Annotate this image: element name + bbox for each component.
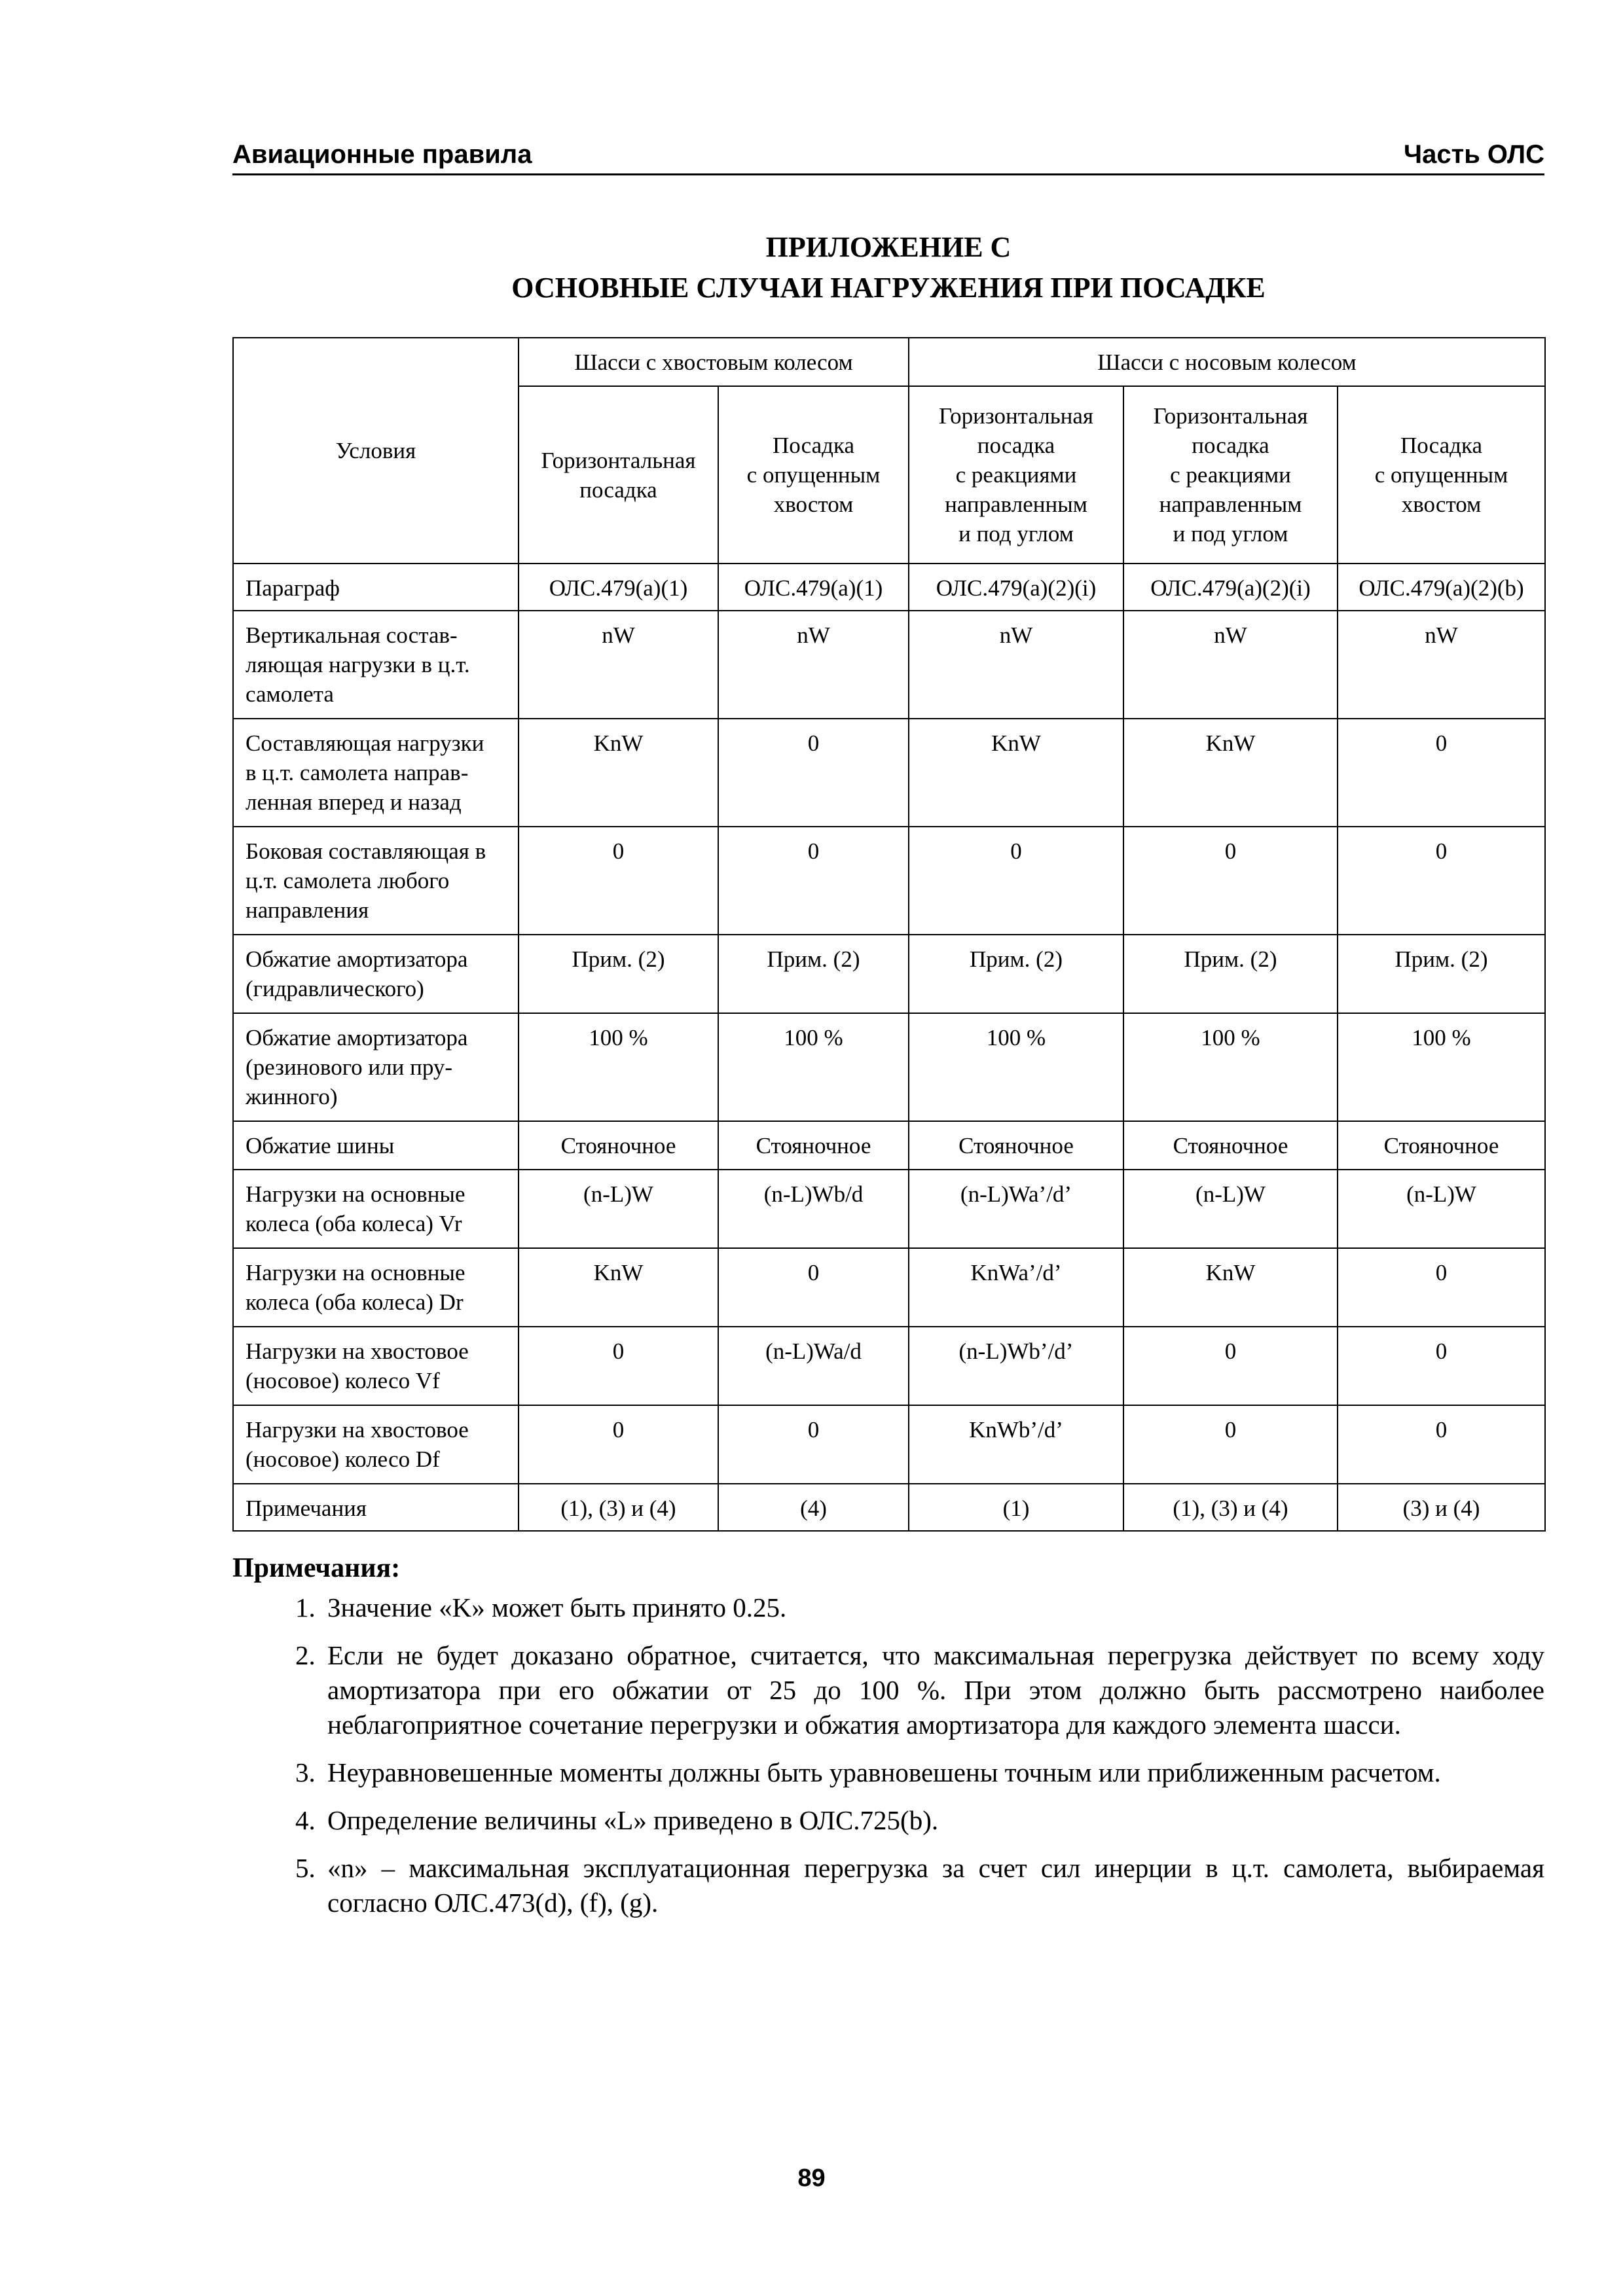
table-cell: 0 (1123, 1405, 1338, 1484)
table-row (233, 1327, 1545, 1405)
note-text: Определение величины «L» приведено в ОЛС.725(b). (327, 1805, 939, 1835)
table-row (233, 1121, 1545, 1170)
table-row (233, 935, 1545, 1013)
table-cell: nW (1123, 611, 1338, 719)
group-header-tailwheel: Шасси с хвостовым колесом (519, 338, 909, 386)
row-label: Параграф (233, 564, 519, 611)
table-cell: KnWa’/d’ (909, 1248, 1123, 1327)
table-cell: (n-L)W (1338, 1170, 1545, 1248)
table-cell: Прим. (2) (718, 935, 909, 1013)
table-cell: Стояночное (1338, 1121, 1545, 1170)
table-cell: 100 % (1123, 1013, 1338, 1121)
table-cell: (n-L)Wb’/d’ (909, 1327, 1123, 1405)
table-cell: (n-L)Wa’/d’ (909, 1170, 1123, 1248)
column-header: Горизонтальная посадка с реакциями направленным и под углом (1123, 386, 1338, 564)
running-header-left: Авиационные правила (232, 140, 532, 169)
table-cell: KnW (909, 719, 1123, 827)
table-cell: (n-L)W (1123, 1170, 1338, 1248)
table-cell: Стояночное (909, 1121, 1123, 1170)
row-label: Нагрузки на хвостовое (носовое) колесо Vf (233, 1327, 519, 1405)
table-cell: 100 % (519, 1013, 718, 1121)
table-row (233, 1405, 1545, 1484)
table-row (233, 611, 1545, 719)
table-cell: (n-L)Wb/d (718, 1170, 909, 1248)
table-cell: KnWb’/d’ (909, 1405, 1123, 1484)
column-header: Посадка с опущенным хвостом (718, 386, 909, 564)
table-cell: 0 (519, 1405, 718, 1484)
row-label: Обжатие амортизатора (резинового или пру- жинного) (233, 1013, 519, 1121)
notes-list (232, 1590, 1544, 1933)
row-label: Боковая составляющая в ц.т. самолета любого направления (233, 827, 519, 935)
table-cell: 0 (519, 1327, 718, 1405)
note-text: Неуравновешенные моменты должны быть уравновешены точным или приближенным расчетом. (327, 1757, 1441, 1787)
table-cell: 0 (1123, 827, 1338, 935)
table-cell: ОЛС.479(a)(1) (519, 564, 718, 611)
table-cell: (n-L)Wa/d (718, 1327, 909, 1405)
table-cell: Прим. (2) (519, 935, 718, 1013)
landing-loads-table (232, 337, 1546, 1532)
table-cell: ОЛС.479(a)(2)(i) (1123, 564, 1338, 611)
table-cell: ОЛС.479(a)(2)(b) (1338, 564, 1545, 611)
page-number: 89 (797, 2164, 826, 2192)
table-cell: 0 (1338, 1248, 1545, 1327)
note-number: 3. (295, 1757, 316, 1787)
row-label: Нагрузки на хвостовое (носовое) колесо Df (233, 1405, 519, 1484)
table-cell: KnW (519, 719, 718, 827)
list-item (232, 1638, 1544, 1742)
running-header-right: Часть ОЛС (1404, 140, 1544, 169)
list-item (232, 1851, 1544, 1920)
row-label: Обжатие шины (233, 1121, 519, 1170)
table-cell: ОЛС.479(a)(1) (718, 564, 909, 611)
list-item (232, 1590, 1544, 1625)
group-header-nosewheel: Шасси с носовым колесом (909, 338, 1545, 386)
table-cell: Прим. (2) (1338, 935, 1545, 1013)
table-cell: Стояночное (718, 1121, 909, 1170)
table-row (233, 564, 1545, 611)
table-cell: Прим. (2) (1123, 935, 1338, 1013)
table-cell: Прим. (2) (909, 935, 1123, 1013)
table-cell: 100 % (718, 1013, 909, 1121)
table-cell: Стояночное (1123, 1121, 1338, 1170)
table-row (233, 1484, 1545, 1531)
table-cell: (1), (3) и (4) (519, 1484, 718, 1531)
list-item (232, 1755, 1544, 1790)
table-cell: nW (718, 611, 909, 719)
table-row (233, 719, 1545, 827)
table-cell: nW (909, 611, 1123, 719)
table-cell: 100 % (909, 1013, 1123, 1121)
note-number: 4. (295, 1805, 316, 1835)
note-text: Если не будет доказано обратное, считается, что максимальная перегрузка действует по всему ходу амортизатора при его обжатии от 25 до 100 %. При этом должно быть рассмотрено наиболее неблагоприятное сочетание перегрузки и обжатия амортизатора для каждого элемента шасси. (327, 1640, 1544, 1740)
table-cell: 0 (1123, 1327, 1338, 1405)
list-item (232, 1803, 1544, 1838)
table-cell: (4) (718, 1484, 909, 1531)
appendix-title: ПРИЛОЖЕНИЕ С (765, 231, 1012, 263)
row-label: Примечания (233, 1484, 519, 1531)
table-cell: nW (1338, 611, 1545, 719)
table-cell: KnW (1123, 719, 1338, 827)
note-text: «n» – максимальная эксплуатационная перегрузка за счет сил инерции в ц.т. самолета, выбираемая согласно ОЛС.473(d), (f), (g). (327, 1853, 1544, 1918)
row-label: Обжатие амортизатора (гидравлического) (233, 935, 519, 1013)
note-number: 1. (295, 1592, 316, 1623)
conditions-header: Условия (233, 338, 519, 564)
note-number: 5. (295, 1853, 316, 1883)
table-cell: 0 (718, 1248, 909, 1327)
table-row (233, 1013, 1545, 1121)
row-label: Нагрузки на основные колеса (оба колеса) Dr (233, 1248, 519, 1327)
table-cell: ОЛС.479(a)(2)(i) (909, 564, 1123, 611)
table-row (233, 1248, 1545, 1327)
table-cell: (3) и (4) (1338, 1484, 1545, 1531)
column-header: Горизонтальная посадка с реакциями направленным и под углом (909, 386, 1123, 564)
appendix-subtitle: ОСНОВНЫЕ СЛУЧАИ НАГРУЖЕНИЯ ПРИ ПОСАДКЕ (511, 272, 1266, 304)
table-row (233, 827, 1545, 935)
table-cell: 0 (718, 827, 909, 935)
header-rule (232, 173, 1544, 175)
column-header: Горизонтальная посадка (519, 386, 718, 564)
table-cell: KnW (519, 1248, 718, 1327)
table-cell: 0 (519, 827, 718, 935)
notes-heading: Примечания: (232, 1553, 401, 1583)
table-cell: nW (519, 611, 718, 719)
table-cell: Стояночное (519, 1121, 718, 1170)
table-cell: (1) (909, 1484, 1123, 1531)
row-label: Составляющая нагрузки в ц.т. самолета направ- ленная вперед и назад (233, 719, 519, 827)
table-cell: 0 (1338, 1405, 1545, 1484)
table-cell: 0 (909, 827, 1123, 935)
table-cell: 0 (718, 719, 909, 827)
table-cell: 0 (1338, 827, 1545, 935)
table-cell: 0 (1338, 719, 1545, 827)
row-label: Вертикальная состав- ляющая нагрузки в ц.т. самолета (233, 611, 519, 719)
table-cell: (n-L)W (519, 1170, 718, 1248)
column-header: Посадка с опущенным хвостом (1338, 386, 1545, 564)
table-cell: KnW (1123, 1248, 1338, 1327)
note-number: 2. (295, 1640, 316, 1670)
row-label: Нагрузки на основные колеса (оба колеса) Vr (233, 1170, 519, 1248)
table-cell: 0 (718, 1405, 909, 1484)
table-row (233, 1170, 1545, 1248)
table-cell: 0 (1338, 1327, 1545, 1405)
note-text: Значение «K» может быть принято 0.25. (327, 1592, 787, 1623)
table-cell: 100 % (1338, 1013, 1545, 1121)
table-cell: (1), (3) и (4) (1123, 1484, 1338, 1531)
